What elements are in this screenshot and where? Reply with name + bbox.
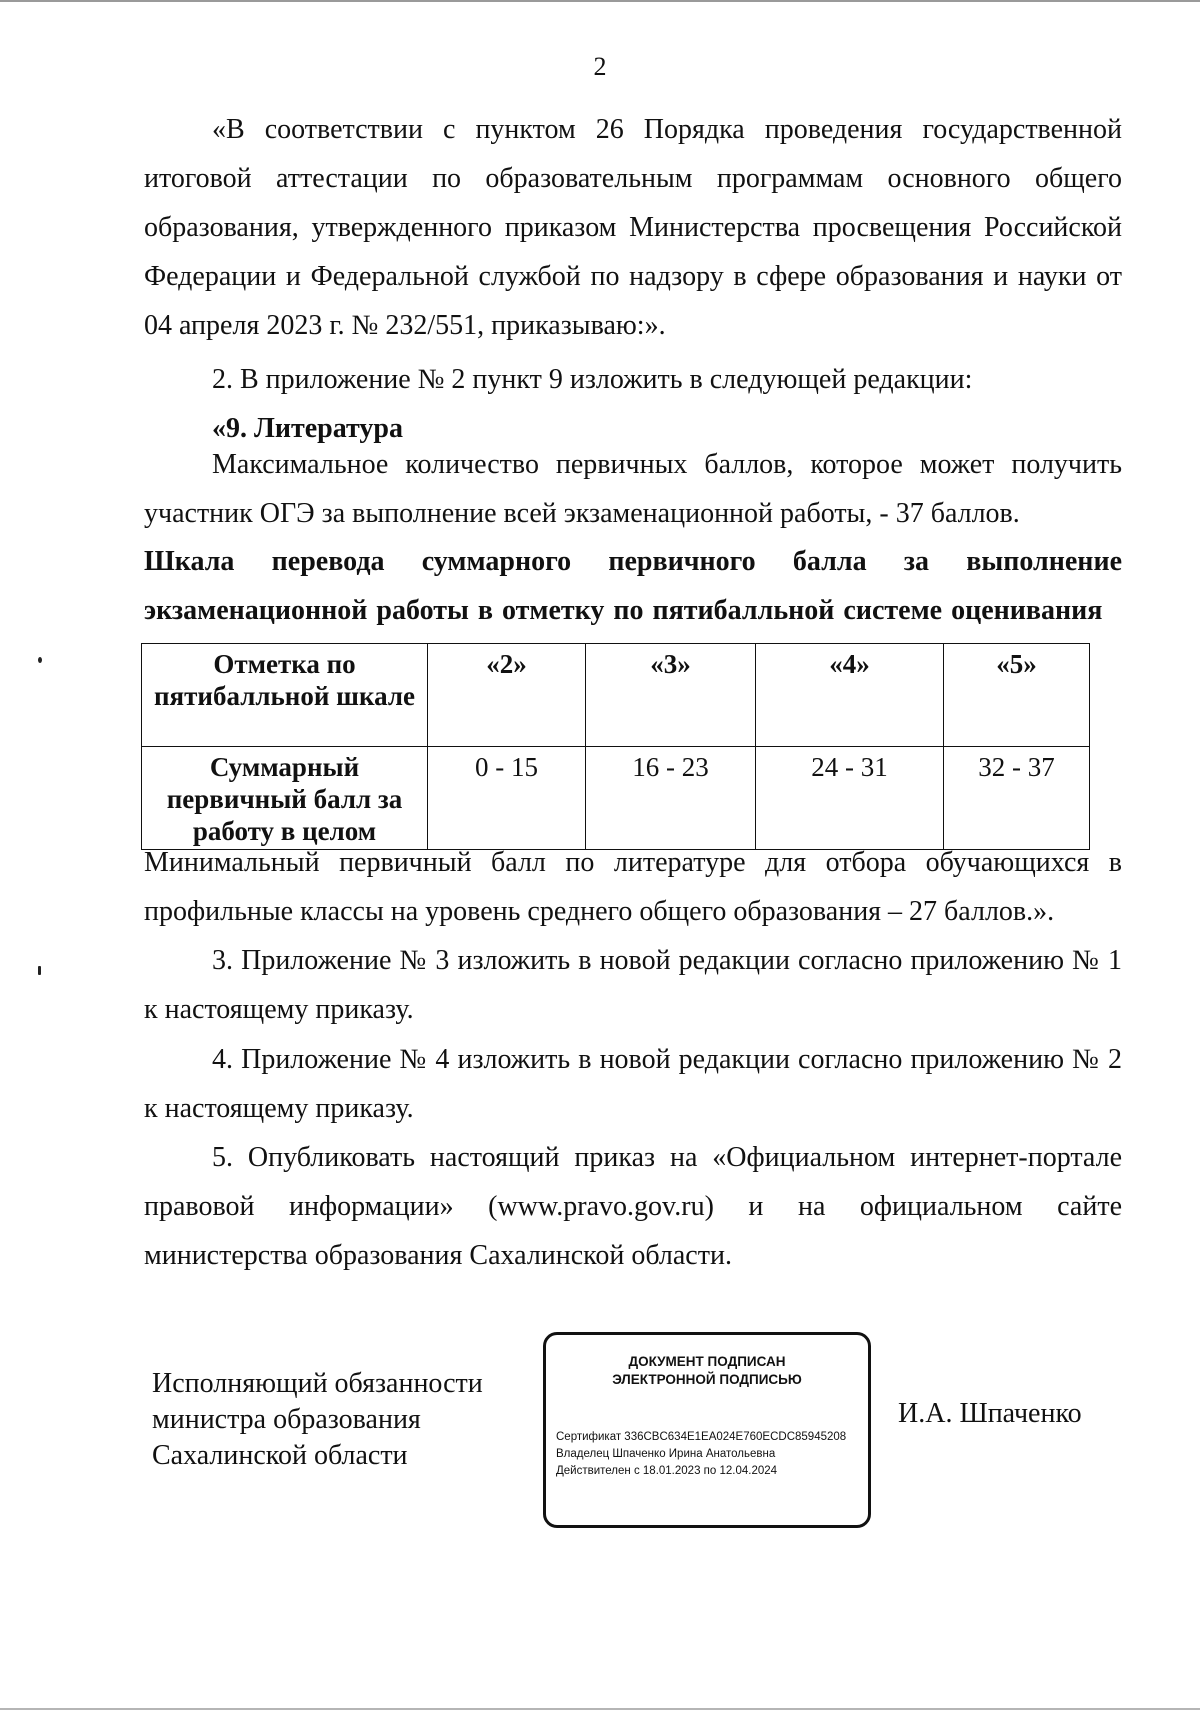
top-border-line bbox=[0, 0, 1200, 2]
min-score-paragraph: Минимальный первичный балл по литературе для отбора обучающихся в профильные классы на уровень среднего общего образования – 27 баллов.». bbox=[144, 847, 1122, 927]
stamp-title-line: ЭЛЕКТРОННОЙ ПОДПИСЬЮ bbox=[612, 1372, 802, 1387]
grade-cell: «5» bbox=[944, 644, 1090, 747]
row-label-cell: Суммарный первичный балл за работу в целом bbox=[142, 747, 428, 850]
scale-title: Шкала перевода суммарного первичного балла за выполнение экзаменационной работы в отметку по пятибалльной системе оценивания bbox=[144, 546, 1122, 626]
signer-position-line: Исполняющий обязанности bbox=[152, 1368, 483, 1399]
max-score-paragraph: Максимальное количество первичных баллов, которое может получить участник ОГЭ за выполнение всей экзаменационной работы, - 37 баллов. bbox=[144, 449, 1122, 529]
item-4-paragraph: 4. Приложение № 4 изложить в новой редакции согласно приложению № 2 к настоящему приказу. bbox=[144, 1044, 1122, 1124]
signer-position-line: министра образования bbox=[152, 1404, 421, 1435]
table-score-row bbox=[142, 747, 1090, 850]
grade-cell: «2» bbox=[428, 644, 586, 747]
score-range-cell: 24 - 31 bbox=[756, 747, 944, 850]
stamp-details bbox=[556, 1429, 866, 1480]
signer-position bbox=[152, 1366, 483, 1474]
section-heading: «9. Литература bbox=[212, 413, 403, 444]
scan-speck bbox=[38, 657, 42, 663]
stamp-owner: Владелец Шпаченко Ирина Анатольевна bbox=[556, 1448, 776, 1460]
electronic-signature-stamp bbox=[543, 1332, 871, 1528]
table-header-row bbox=[142, 644, 1090, 747]
header-label-cell: Отметка по пятибалльной шкале bbox=[142, 644, 428, 747]
page-number: 2 bbox=[593, 52, 607, 81]
grade-conversion-table bbox=[141, 643, 1090, 850]
signer-position-line: Сахалинской области bbox=[152, 1440, 408, 1471]
bottom-border-line bbox=[0, 1708, 1200, 1710]
grade-cell: «4» bbox=[756, 644, 944, 747]
stamp-certificate: Сертификат 336CBC634E1EA024E760ECDC85945208 bbox=[556, 1431, 847, 1443]
score-range-cell: 32 - 37 bbox=[944, 747, 1090, 850]
grade-cell: «3» bbox=[586, 644, 756, 747]
scan-speck bbox=[38, 966, 41, 975]
stamp-validity: Действителен с 18.01.2023 по 12.04.2024 bbox=[556, 1465, 778, 1477]
item-3-paragraph: 3. Приложение № 3 изложить в новой редакции согласно приложению № 1 к настоящему приказу. bbox=[144, 945, 1122, 1025]
quote-paragraph: «В соответствии с пунктом 26 Порядка проведения государственной итоговой аттестации по образовательным программам основного общего образования, утвержденного приказом Министерства просвещения Российской Федерации и Федеральной службой по надзору в сфере образования и науки от 04 апреля 2023 г. № 232/551, приказываю:». bbox=[144, 114, 1122, 341]
score-range-cell: 16 - 23 bbox=[586, 747, 756, 850]
item-5-paragraph: 5. Опубликовать настоящий приказ на «Официальном интернет-портале правовой информации» (www.pravo.gov.ru) и на официальном сайте министерства образования Сахалинской области. bbox=[144, 1142, 1122, 1271]
score-range-cell: 0 - 15 bbox=[428, 747, 586, 850]
item-2-paragraph: 2. В приложение № 2 пункт 9 изложить в следующей редакции: bbox=[212, 364, 973, 395]
stamp-title-line: ДОКУМЕНТ ПОДПИСАН bbox=[628, 1354, 786, 1369]
signer-name: И.А. Шпаченко bbox=[898, 1398, 1082, 1429]
stamp-title bbox=[546, 1353, 868, 1389]
